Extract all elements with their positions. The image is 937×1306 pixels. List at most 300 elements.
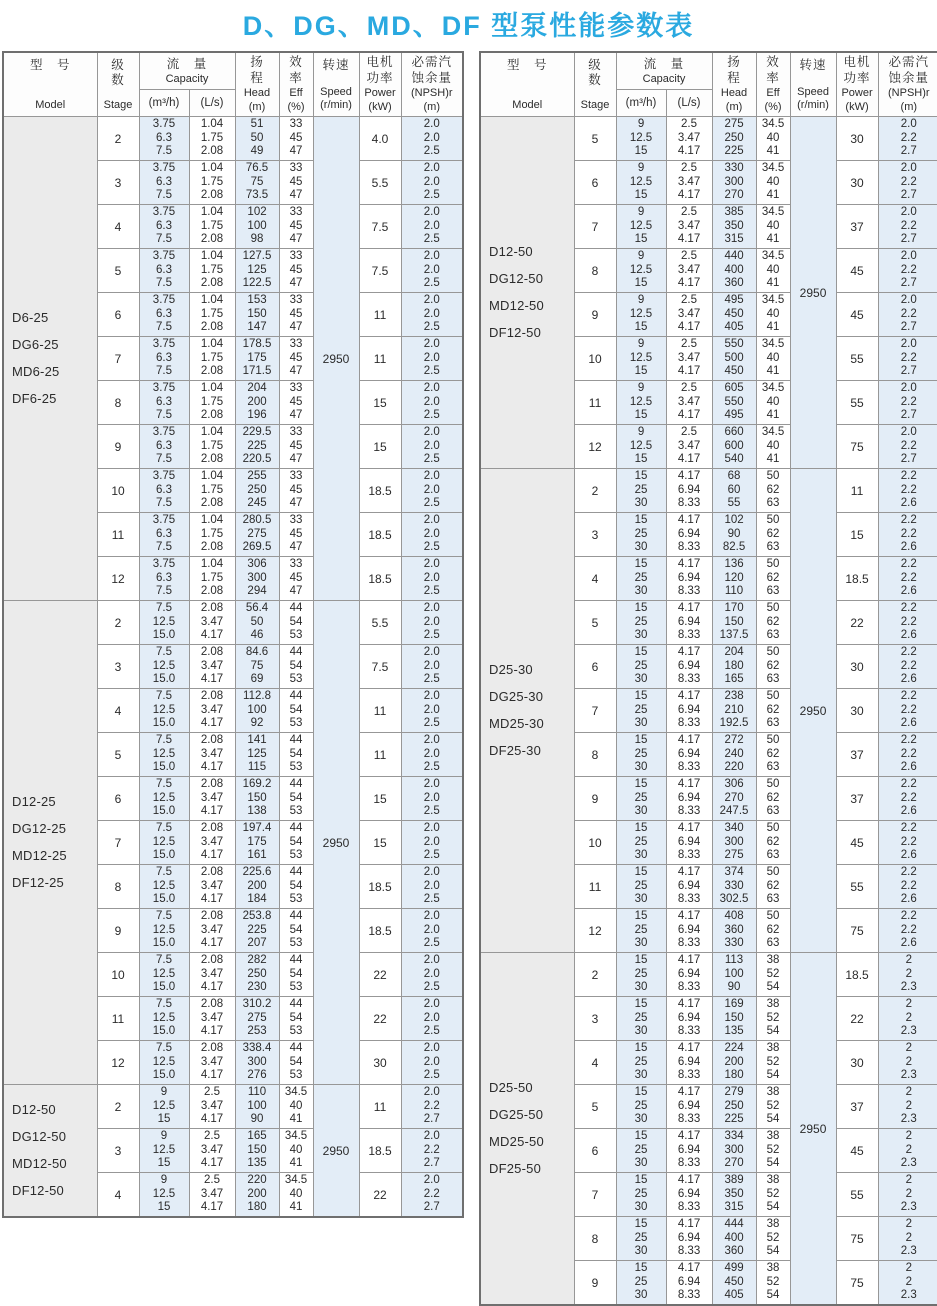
capacity-ls-cell: 2.5 3.47 4.17: [189, 1129, 235, 1173]
capacity-ls-cell: 4.17 6.94 8.33: [666, 513, 712, 557]
capacity-ls-cell: 2.5 3.47 4.17: [666, 161, 712, 205]
capacity-ls-cell: 1.04 1.75 2.08: [189, 117, 235, 161]
stage-cell: 3: [97, 645, 139, 689]
head-cell: 220 200 180: [235, 1173, 279, 1218]
head-cell: 169 150 135: [712, 997, 756, 1041]
head-cell: 76.5 75 73.5: [235, 161, 279, 205]
power-cell: 18.5: [359, 909, 401, 953]
speed-cell: 2950: [313, 117, 359, 601]
power-cell: 18.5: [359, 557, 401, 601]
page-root: [0, 4, 937, 1306]
capacity-m3h-cell: 3.75 6.3 7.5: [139, 381, 189, 425]
stage-cell: 12: [574, 909, 616, 953]
stage-cell: 7: [97, 821, 139, 865]
performance-table-left: [2, 51, 464, 1218]
capacity-ls-cell: 4.17 6.94 8.33: [666, 1129, 712, 1173]
eff-cell: 34.5 40 41: [756, 117, 790, 161]
capacity-m3h-cell: 7.5 12.5 15.0: [139, 865, 189, 909]
eff-cell: 44 54 53: [279, 909, 313, 953]
power-cell: 15: [359, 425, 401, 469]
head-cell: 495 450 405: [712, 293, 756, 337]
eff-cell: 50 62 63: [756, 689, 790, 733]
capacity-m3h-cell: 15 25 30: [616, 1261, 666, 1306]
power-cell: 30: [836, 689, 878, 733]
power-cell: 18.5: [836, 953, 878, 997]
npsh-cell: 2 2 2.3: [878, 1041, 937, 1085]
capacity-ls-cell: 4.17 6.94 8.33: [666, 733, 712, 777]
stage-cell: 7: [574, 205, 616, 249]
eff-cell: 50 62 63: [756, 865, 790, 909]
capacity-m3h-cell: 15 25 30: [616, 689, 666, 733]
capacity-ls-cell: 4.17 6.94 8.33: [666, 953, 712, 997]
col-header-capacity: 流 量 Capacity: [616, 52, 712, 90]
capacity-ls-cell: 2.5 3.47 4.17: [189, 1085, 235, 1129]
capacity-ls-cell: 2.08 3.47 4.17: [189, 953, 235, 997]
stage-cell: 6: [97, 777, 139, 821]
capacity-ls-cell: 2.08 3.47 4.17: [189, 645, 235, 689]
model-label: DF6-25: [12, 391, 57, 406]
power-cell: 55: [836, 865, 878, 909]
npsh-cell: 2.0 2.2 2.7: [401, 1173, 463, 1218]
npsh-cell: 2.0 2.0 2.5: [401, 469, 463, 513]
eff-cell: 34.5 40 41: [756, 425, 790, 469]
capacity-ls-cell: 4.17 6.94 8.33: [666, 1217, 712, 1261]
stage-cell: 2: [97, 601, 139, 645]
eff-cell: 38 52 54: [756, 1217, 790, 1261]
model-cell: [3, 1085, 97, 1218]
capacity-ls-cell: 2.5 3.47 4.17: [666, 337, 712, 381]
power-cell: 30: [836, 117, 878, 161]
head-cell: 499 450 405: [712, 1261, 756, 1306]
head-cell: 338.4 300 276: [235, 1041, 279, 1085]
npsh-cell: 2.0 2.0 2.5: [401, 777, 463, 821]
capacity-ls-cell: 4.17 6.94 8.33: [666, 469, 712, 513]
head-cell: 204 200 196: [235, 381, 279, 425]
model-label: DF12-25: [12, 875, 64, 890]
col-header-capacity-ls: (L/s): [666, 90, 712, 117]
head-cell: 272 240 220: [712, 733, 756, 777]
model-label: D25-50: [489, 1080, 533, 1095]
capacity-ls-cell: 4.17 6.94 8.33: [666, 777, 712, 821]
eff-cell: 38 52 54: [756, 1261, 790, 1306]
npsh-cell: 2.0 2.0 2.5: [401, 117, 463, 161]
head-cell: 110 100 90: [235, 1085, 279, 1129]
stage-cell: 3: [97, 1129, 139, 1173]
eff-cell: 34.5 40 41: [756, 337, 790, 381]
model-label: DF12-50: [489, 325, 541, 340]
head-cell: 204 180 165: [712, 645, 756, 689]
capacity-m3h-cell: 15 25 30: [616, 469, 666, 513]
eff-cell: 44 54 53: [279, 953, 313, 997]
head-cell: 253.8 225 207: [235, 909, 279, 953]
model-label: DG25-50: [489, 1107, 544, 1122]
head-cell: 444 400 360: [712, 1217, 756, 1261]
head-cell: 340 300 275: [712, 821, 756, 865]
power-cell: 15: [359, 381, 401, 425]
stage-cell: 6: [574, 645, 616, 689]
capacity-ls-cell: 2.5 3.47 4.17: [666, 293, 712, 337]
capacity-m3h-cell: 7.5 12.5 15.0: [139, 821, 189, 865]
model-cell: [480, 953, 574, 1306]
table-header: [3, 52, 463, 117]
head-cell: 113 100 90: [712, 953, 756, 997]
head-cell: 660 600 540: [712, 425, 756, 469]
head-cell: 389 350 315: [712, 1173, 756, 1217]
npsh-cell: 2.2 2.2 2.6: [878, 865, 937, 909]
npsh-cell: 2.2 2.2 2.6: [878, 909, 937, 953]
power-cell: 37: [836, 205, 878, 249]
table-body: [3, 117, 463, 1218]
capacity-ls-cell: 1.04 1.75 2.08: [189, 337, 235, 381]
power-cell: 37: [836, 1085, 878, 1129]
power-cell: 30: [359, 1041, 401, 1085]
power-cell: 22: [359, 997, 401, 1041]
stage-cell: 2: [97, 1085, 139, 1129]
power-cell: 55: [836, 337, 878, 381]
stage-cell: 9: [574, 293, 616, 337]
head-cell: 238 210 192.5: [712, 689, 756, 733]
power-cell: 11: [359, 337, 401, 381]
speed-cell: 2950: [790, 469, 836, 953]
capacity-m3h-cell: 15 25 30: [616, 997, 666, 1041]
capacity-ls-cell: 2.08 3.47 4.17: [189, 689, 235, 733]
capacity-m3h-cell: 3.75 6.3 7.5: [139, 469, 189, 513]
eff-cell: 34.5 40 41: [756, 293, 790, 337]
npsh-cell: 2 2 2.3: [878, 1129, 937, 1173]
power-cell: 15: [836, 513, 878, 557]
eff-cell: 33 45 47: [279, 513, 313, 557]
power-cell: 75: [836, 909, 878, 953]
stage-cell: 4: [574, 1041, 616, 1085]
capacity-ls-cell: 1.04 1.75 2.08: [189, 557, 235, 601]
stage-cell: 9: [97, 425, 139, 469]
eff-cell: 50 62 63: [756, 733, 790, 777]
stage-cell: 5: [574, 117, 616, 161]
table-header: [480, 52, 937, 117]
head-cell: 51 50 49: [235, 117, 279, 161]
model-label: DG12-50: [12, 1129, 67, 1144]
stage-cell: 10: [97, 469, 139, 513]
eff-cell: 50 62 63: [756, 513, 790, 557]
capacity-ls-cell: 2.08 3.47 4.17: [189, 909, 235, 953]
stage-cell: 7: [574, 1173, 616, 1217]
npsh-cell: 2 2 2.3: [878, 953, 937, 997]
head-cell: 334 300 270: [712, 1129, 756, 1173]
model-cell: [480, 469, 574, 953]
capacity-ls-cell: 1.04 1.75 2.08: [189, 293, 235, 337]
power-cell: 18.5: [359, 469, 401, 513]
model-label: D12-25: [12, 794, 56, 809]
npsh-cell: 2.0 2.0 2.5: [401, 909, 463, 953]
col-header-stage: 级 数 Stage: [97, 52, 139, 117]
power-cell: 22: [359, 953, 401, 997]
model-label: MD25-30: [489, 716, 544, 731]
power-cell: 5.5: [359, 601, 401, 645]
table-body: [480, 117, 937, 1306]
col-header-stage: 级 数 Stage: [574, 52, 616, 117]
head-cell: 224 200 180: [712, 1041, 756, 1085]
stage-cell: 10: [97, 953, 139, 997]
speed-cell: 2950: [313, 601, 359, 1085]
table-row: [3, 117, 463, 161]
capacity-m3h-cell: 15 25 30: [616, 909, 666, 953]
npsh-cell: 2.2 2.2 2.6: [878, 469, 937, 513]
head-cell: 282 250 230: [235, 953, 279, 997]
capacity-m3h-cell: 15 25 30: [616, 645, 666, 689]
npsh-cell: 2.0 2.0 2.5: [401, 161, 463, 205]
col-header-capacity: 流 量 Capacity: [139, 52, 235, 90]
npsh-cell: 2.0 2.0 2.5: [401, 381, 463, 425]
eff-cell: 44 54 53: [279, 1041, 313, 1085]
head-cell: 306 300 294: [235, 557, 279, 601]
stage-cell: 12: [97, 557, 139, 601]
eff-cell: 33 45 47: [279, 469, 313, 513]
head-cell: 255 250 245: [235, 469, 279, 513]
npsh-cell: 2.0 2.0 2.5: [401, 645, 463, 689]
power-cell: 18.5: [359, 513, 401, 557]
power-cell: 11: [359, 733, 401, 777]
capacity-ls-cell: 4.17 6.94 8.33: [666, 689, 712, 733]
eff-cell: 50 62 63: [756, 777, 790, 821]
npsh-cell: 2.2 2.2 2.6: [878, 733, 937, 777]
model-label: MD12-50: [12, 1156, 67, 1171]
performance-table-right: [479, 51, 937, 1306]
npsh-cell: 2.0 2.0 2.5: [401, 293, 463, 337]
model-label: DG6-25: [12, 337, 59, 352]
capacity-m3h-cell: 3.75 6.3 7.5: [139, 425, 189, 469]
capacity-m3h-cell: 15 25 30: [616, 777, 666, 821]
head-cell: 408 360 330: [712, 909, 756, 953]
col-header-model: 型 号 Model: [480, 52, 574, 117]
col-header-model: 型 号 Model: [3, 52, 97, 117]
capacity-m3h-cell: 9 12.5 15: [616, 293, 666, 337]
capacity-m3h-cell: 9 12.5 15: [616, 117, 666, 161]
stage-cell: 12: [574, 425, 616, 469]
capacity-m3h-cell: 9 12.5 15: [616, 161, 666, 205]
speed-cell: 2950: [790, 953, 836, 1306]
head-cell: 229.5 225 220.5: [235, 425, 279, 469]
npsh-cell: 2.0 2.0 2.5: [401, 425, 463, 469]
npsh-cell: 2.2 2.2 2.6: [878, 821, 937, 865]
npsh-cell: 2.0 2.0 2.5: [401, 689, 463, 733]
eff-cell: 50 62 63: [756, 601, 790, 645]
npsh-cell: 2.2 2.2 2.6: [878, 601, 937, 645]
model-label: D12-50: [489, 244, 533, 259]
head-cell: 68 60 55: [712, 469, 756, 513]
eff-cell: 33 45 47: [279, 557, 313, 601]
eff-cell: 50 62 63: [756, 909, 790, 953]
capacity-m3h-cell: 3.75 6.3 7.5: [139, 117, 189, 161]
npsh-cell: 2.0 2.0 2.5: [401, 1041, 463, 1085]
npsh-cell: 2.2 2.2 2.6: [878, 557, 937, 601]
head-cell: 310.2 275 253: [235, 997, 279, 1041]
model-label: DG12-50: [489, 271, 544, 286]
page-title: D、DG、MD、DF 型泵性能参数表: [242, 11, 695, 41]
stage-cell: 4: [574, 557, 616, 601]
capacity-ls-cell: 4.17 6.94 8.33: [666, 997, 712, 1041]
power-cell: 45: [836, 1129, 878, 1173]
npsh-cell: 2.0 2.0 2.5: [401, 205, 463, 249]
stage-cell: 8: [574, 249, 616, 293]
eff-cell: 38 52 54: [756, 1085, 790, 1129]
capacity-ls-cell: 2.08 3.47 4.17: [189, 997, 235, 1041]
head-cell: 127.5 125 122.5: [235, 249, 279, 293]
power-cell: 18.5: [359, 1129, 401, 1173]
capacity-m3h-cell: 15 25 30: [616, 821, 666, 865]
table-row: [480, 953, 937, 997]
capacity-m3h-cell: 15 25 30: [616, 1173, 666, 1217]
table-row: [480, 117, 937, 161]
power-cell: 45: [836, 293, 878, 337]
speed-cell: 2950: [313, 1085, 359, 1218]
stage-cell: 4: [97, 689, 139, 733]
eff-cell: 44 54 53: [279, 689, 313, 733]
capacity-m3h-cell: 15 25 30: [616, 1217, 666, 1261]
capacity-ls-cell: 1.04 1.75 2.08: [189, 425, 235, 469]
stage-cell: 5: [574, 601, 616, 645]
head-cell: 385 350 315: [712, 205, 756, 249]
eff-cell: 50 62 63: [756, 645, 790, 689]
table-row: [480, 469, 937, 513]
eff-cell: 34.5 40 41: [756, 381, 790, 425]
col-header-npsh: 必需汽 蚀余量 (NPSH)r (m): [401, 52, 463, 117]
npsh-cell: 2 2 2.3: [878, 1217, 937, 1261]
capacity-m3h-cell: 3.75 6.3 7.5: [139, 249, 189, 293]
stage-cell: 3: [574, 997, 616, 1041]
power-cell: 11: [359, 293, 401, 337]
stage-cell: 11: [574, 865, 616, 909]
head-cell: 102 100 98: [235, 205, 279, 249]
capacity-m3h-cell: 9 12.5 15: [139, 1085, 189, 1129]
capacity-m3h-cell: 9 12.5 15: [616, 205, 666, 249]
power-cell: 55: [836, 381, 878, 425]
eff-cell: 34.5 40 41: [756, 161, 790, 205]
capacity-m3h-cell: 9 12.5 15: [139, 1129, 189, 1173]
model-label: D12-50: [12, 1102, 56, 1117]
power-cell: 75: [836, 425, 878, 469]
head-cell: 306 270 247.5: [712, 777, 756, 821]
capacity-ls-cell: 4.17 6.94 8.33: [666, 645, 712, 689]
eff-cell: 44 54 53: [279, 821, 313, 865]
eff-cell: 38 52 54: [756, 997, 790, 1041]
col-header-eff: 效 率 Eff (%): [756, 52, 790, 117]
head-cell: 374 330 302.5: [712, 865, 756, 909]
capacity-m3h-cell: 7.5 12.5 15.0: [139, 689, 189, 733]
power-cell: 30: [836, 645, 878, 689]
power-cell: 11: [836, 469, 878, 513]
head-cell: 225.6 200 184: [235, 865, 279, 909]
capacity-ls-cell: 4.17 6.94 8.33: [666, 557, 712, 601]
col-header-capacity-ls: (L/s): [189, 90, 235, 117]
head-cell: 141 125 115: [235, 733, 279, 777]
power-cell: 55: [836, 1173, 878, 1217]
capacity-m3h-cell: 15 25 30: [616, 865, 666, 909]
head-cell: 102 90 82.5: [712, 513, 756, 557]
model-cell: [480, 117, 574, 469]
eff-cell: 34.5 40 41: [279, 1085, 313, 1129]
eff-cell: 50 62 63: [756, 821, 790, 865]
stage-cell: 11: [97, 997, 139, 1041]
eff-cell: 38 52 54: [756, 1173, 790, 1217]
eff-cell: 33 45 47: [279, 425, 313, 469]
capacity-m3h-cell: 3.75 6.3 7.5: [139, 557, 189, 601]
stage-cell: 6: [574, 161, 616, 205]
npsh-cell: 2.2 2.2 2.6: [878, 777, 937, 821]
power-cell: 15: [359, 777, 401, 821]
model-label: DF25-50: [489, 1161, 541, 1176]
power-cell: 37: [836, 777, 878, 821]
power-cell: 30: [836, 1041, 878, 1085]
capacity-ls-cell: 2.08 3.47 4.17: [189, 821, 235, 865]
power-cell: 7.5: [359, 205, 401, 249]
stage-cell: 8: [97, 865, 139, 909]
capacity-ls-cell: 2.5 3.47 4.17: [666, 381, 712, 425]
capacity-ls-cell: 1.04 1.75 2.08: [189, 381, 235, 425]
col-header-capacity-m3h: (m³/h): [139, 90, 189, 117]
npsh-cell: 2.0 2.2 2.7: [878, 161, 937, 205]
head-cell: 165 150 135: [235, 1129, 279, 1173]
eff-cell: 38 52 54: [756, 1129, 790, 1173]
stage-cell: 6: [574, 1129, 616, 1173]
head-cell: 136 120 110: [712, 557, 756, 601]
npsh-cell: 2.0 2.2 2.7: [878, 337, 937, 381]
capacity-m3h-cell: 9 12.5 15: [616, 249, 666, 293]
capacity-m3h-cell: 15 25 30: [616, 733, 666, 777]
head-cell: 275 250 225: [712, 117, 756, 161]
head-cell: 197.4 175 161: [235, 821, 279, 865]
npsh-cell: 2.0 2.0 2.5: [401, 249, 463, 293]
capacity-m3h-cell: 7.5 12.5 15.0: [139, 777, 189, 821]
power-cell: 45: [836, 249, 878, 293]
stage-cell: 8: [574, 1217, 616, 1261]
stage-cell: 8: [574, 733, 616, 777]
npsh-cell: 2.2 2.2 2.6: [878, 645, 937, 689]
capacity-ls-cell: 2.08 3.47 4.17: [189, 601, 235, 645]
npsh-cell: 2.0 2.2 2.7: [878, 381, 937, 425]
npsh-cell: 2.0 2.0 2.5: [401, 997, 463, 1041]
eff-cell: 34.5 40 41: [756, 249, 790, 293]
npsh-cell: 2.2 2.2 2.6: [878, 513, 937, 557]
eff-cell: 38 52 54: [756, 953, 790, 997]
capacity-ls-cell: 4.17 6.94 8.33: [666, 821, 712, 865]
power-cell: 7.5: [359, 645, 401, 689]
capacity-m3h-cell: 7.5 12.5 15.0: [139, 601, 189, 645]
capacity-m3h-cell: 15 25 30: [616, 601, 666, 645]
capacity-m3h-cell: 15 25 30: [616, 1041, 666, 1085]
npsh-cell: 2.0 2.2 2.7: [401, 1085, 463, 1129]
stage-cell: 5: [97, 249, 139, 293]
npsh-cell: 2.0 2.2 2.7: [401, 1129, 463, 1173]
capacity-m3h-cell: 7.5 12.5 15.0: [139, 1041, 189, 1085]
stage-cell: 10: [574, 337, 616, 381]
npsh-cell: 2.0 2.0 2.5: [401, 733, 463, 777]
capacity-ls-cell: 2.5 3.47 4.17: [666, 117, 712, 161]
model-label: D6-25: [12, 310, 49, 325]
stage-cell: 2: [574, 469, 616, 513]
col-header-npsh: 必需汽 蚀余量 (NPSH)r (m): [878, 52, 937, 117]
stage-cell: 8: [97, 381, 139, 425]
npsh-cell: 2 2 2.3: [878, 1085, 937, 1129]
stage-cell: 3: [97, 161, 139, 205]
head-cell: 169.2 150 138: [235, 777, 279, 821]
npsh-cell: 2 2 2.3: [878, 1261, 937, 1306]
capacity-ls-cell: 1.04 1.75 2.08: [189, 249, 235, 293]
npsh-cell: 2.0 2.0 2.5: [401, 953, 463, 997]
capacity-m3h-cell: 3.75 6.3 7.5: [139, 513, 189, 557]
eff-cell: 38 52 54: [756, 1041, 790, 1085]
capacity-ls-cell: 4.17 6.94 8.33: [666, 601, 712, 645]
col-header-head: 扬 程 Head (m): [235, 52, 279, 117]
